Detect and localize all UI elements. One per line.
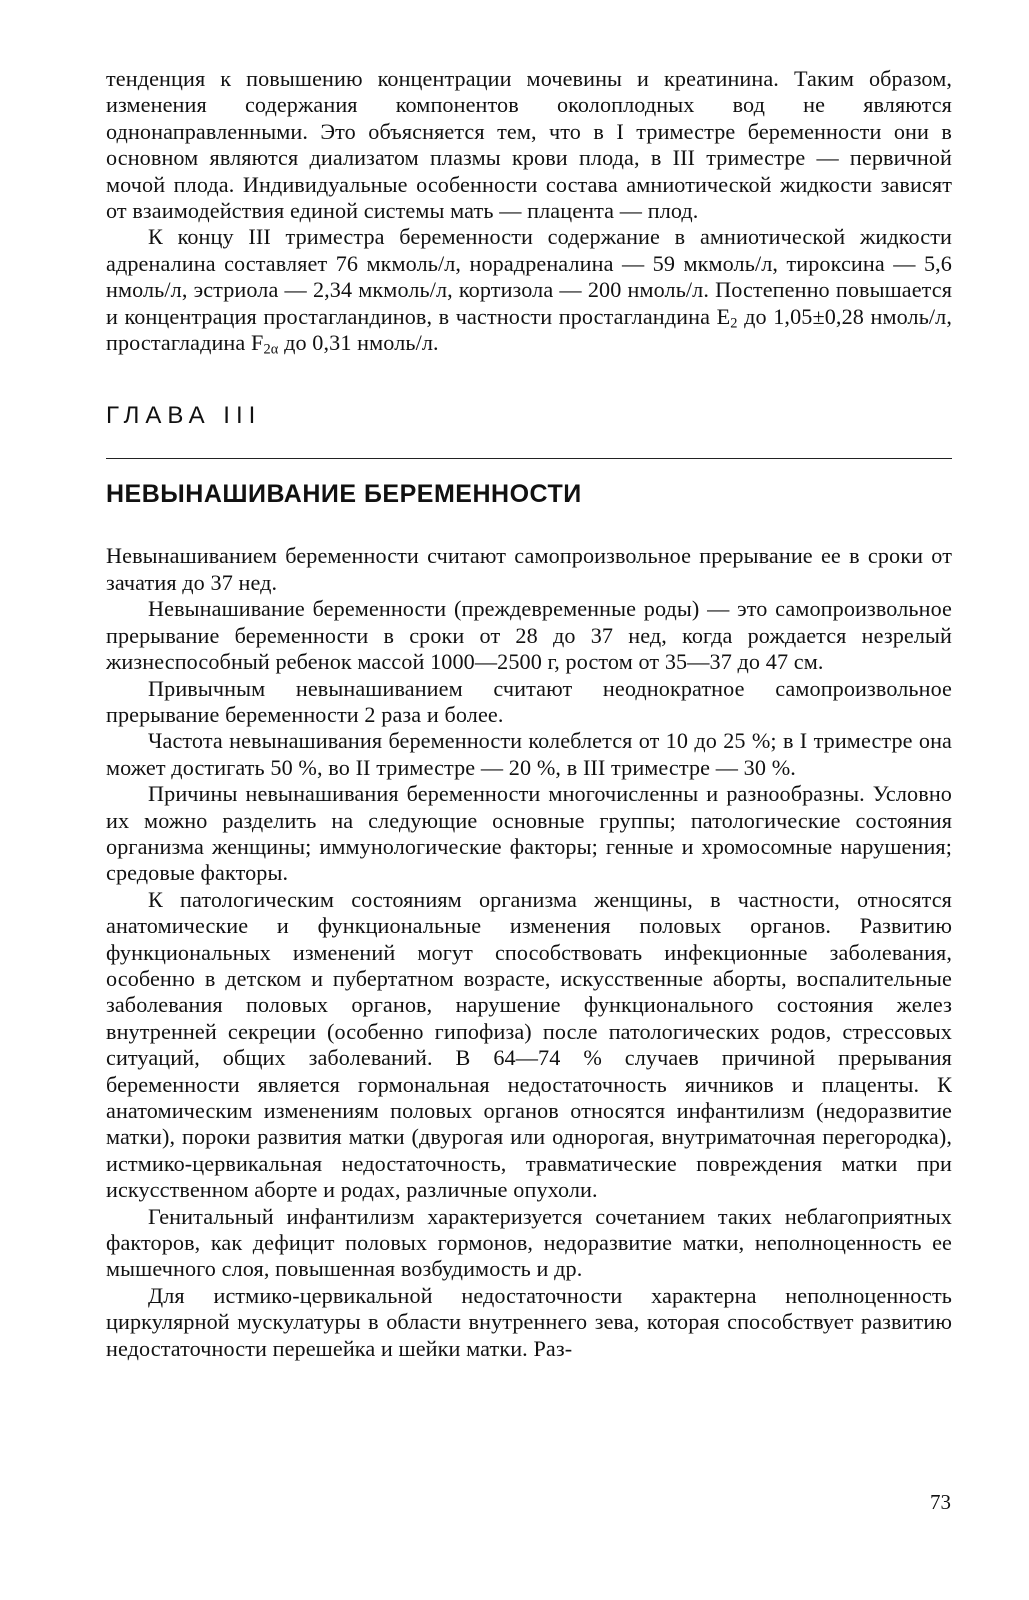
chapter-body	[106, 543, 952, 1362]
paragraph-amniotic-hormones	[106, 224, 952, 356]
paragraph-text: до 1,05±0,28 нмоль/л, простагладина F	[106, 303, 952, 356]
paragraph: Невынашивание беременности (преждевременные роды) — это самопроизвольное прерывание беременности в сроки от 28 до 37 нед, когда рождается незрелый жизнеспособный ребенок массой 1000—2500 г, ростом от 35—37 до 47 см.	[106, 596, 952, 675]
book-page	[106, 66, 952, 1362]
paragraph: Привычным невынашиванием считают неоднократное самопроизвольное прерывание беременности 2 раза и более.	[106, 675, 952, 727]
subscript: 2α	[263, 341, 279, 358]
paragraph: Для истмико-цервикальной недостаточности характерна неполноценность циркулярной мускулатуры в области внутреннего зева, которая способствует развитию недостаточности перешейка и шейки матки. Раз-	[106, 1282, 952, 1361]
subscript: 2	[730, 315, 738, 332]
paragraph-text: К концу III триместра беременности содержание в амниотической жидкости адреналина составляет 76 мкмоль/л, норадреналина — 59 мкмоль/л, тироксина — 5,6 нмоль/л, эстриола — 2,34 мкмоль/л, кортизола — 200 нмоль/л. Постепенно повышается и концентрация простагландинов, в частности простагландина E	[106, 224, 952, 329]
paragraph: Невынашиванием беременности считают самопроизвольное прерывание ее в сроки от зачатия до 37 нед.	[106, 543, 952, 595]
paragraph: Частота невынашивания беременности колеблется от 10 до 25 %; в I триместре она может достигать 50 %, во II триместре — 20 %, в III триместре — 30 %.	[106, 728, 952, 780]
chapter-label: ГЛАВА III	[106, 402, 262, 430]
paragraph: Генитальный инфантилизм характеризуется сочетанием таких неблагоприятных факторов, как дефицит половых гормонов, недоразвитие матки, неполноценность ее мышечного слоя, повышенная возбудимость и др.	[106, 1203, 952, 1282]
paragraph-text: до 0,31 нмоль/л.	[284, 330, 439, 356]
page-number: 73	[930, 1490, 951, 1514]
paragraph-continuation: тенденция к повышению концентрации мочевины и креатинина. Таким образом, изменения содержания компонентов околоплодных вод не являются однонаправленными. Это объясняется тем, что в I триместре беременности они в основном являются диализатом плазмы крови плода, в III триместре — первичной мочой плода. Индивидуальные особенности состава амниотической жидкости зависят от взаимодействия единой системы мать — плацента — плод.	[106, 66, 952, 224]
paragraph: Причины невынашивания беременности многочисленны и разнообразны. Условно их можно разделить на следующие основные группы; патологические состояния организма женщины; иммунологические факторы; генные и хромосомные нарушения; средовые факторы.	[106, 781, 952, 886]
chapter-divider	[106, 458, 952, 459]
chapter-title: НЕВЫНАШИВАНИЕ БЕРЕМЕННОСТИ	[106, 480, 582, 509]
paragraph: К патологическим состояниям организма женщины, в частности, относятся анатомические и функциональные изменения половых органов. Развитию функциональных изменений могут способствовать инфекционные заболевания, особенно в детском и пубертатном возрасте, искусственные аборты, воспалительные заболевания половых органов, нарушение функционального состояния желез внутренней секреции (особенно гипофиза) после патологических родов, стрессовых ситуаций, общих заболеваний. В 64—74 % случаев причиной прерывания беременности является гормональная недостаточность яичников и плаценты. К анатомическим изменениям половых органов относятся инфантилизм (недоразвитие матки), пороки развития матки (двурогая или однорогая, внутриматочная перегородка), истмико-цервикальная недостаточность, травматические повреждения матки при искусственном аборте и родах, различные опухоли.	[106, 886, 952, 1203]
